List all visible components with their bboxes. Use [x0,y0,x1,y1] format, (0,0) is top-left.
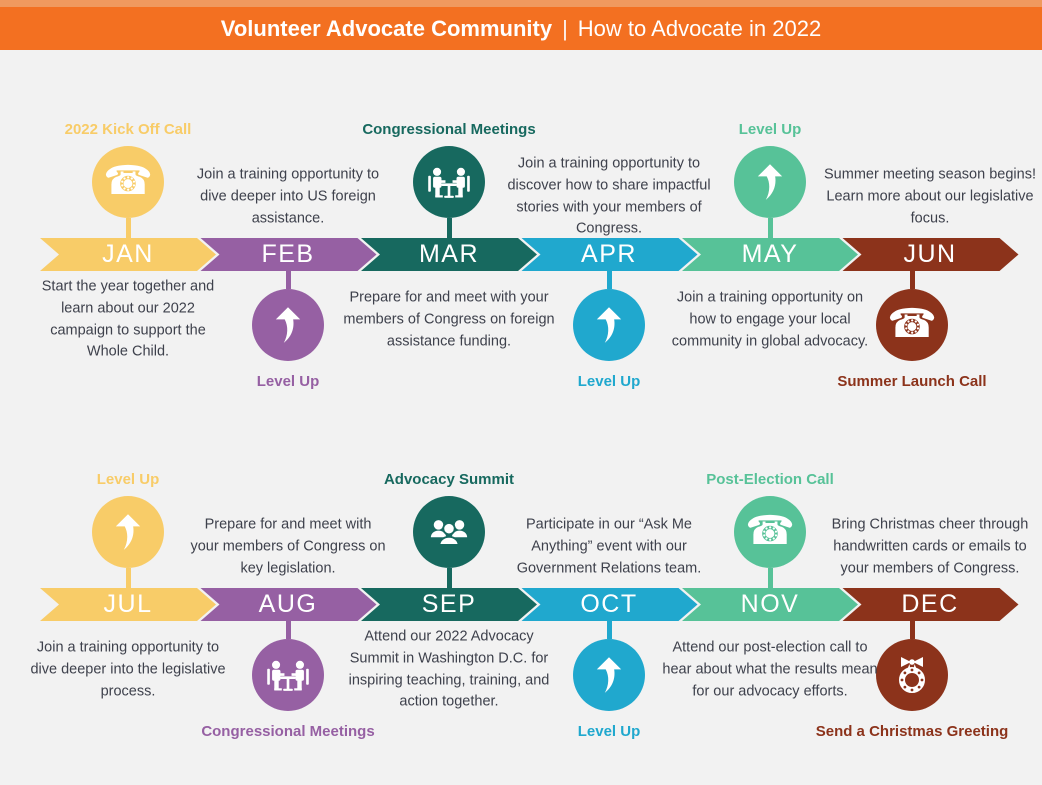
dec-description: Bring Christmas cheer through handwritten cards or emails to your members of Congress. [831,516,1029,576]
may-event-label: Level Up [738,120,802,138]
level-up-icon [573,289,645,361]
connector-line [126,218,131,240]
jun-description: Summer meeting season begins! Learn more about our legislative focus. [824,166,1036,226]
oct-event-label: Level Up [577,723,641,740]
level-up-icon [252,289,324,361]
month-label-dec: DEC [901,590,959,618]
phone-icon: ☎ [92,146,164,218]
may-description: Join a training opportunity on how to engage your local community in global advocacy. [671,289,869,349]
connector-line [607,619,612,639]
level-up-icon [734,146,806,218]
congressional-meeting-icon [413,146,485,218]
page-subtitle: How to Advocate in 2022 [577,15,822,41]
month-label-mar: MAR [418,240,480,268]
connector-line [447,218,452,240]
connector-line [768,218,773,240]
connector-line [447,568,452,590]
connector-line [910,619,915,639]
christmas-wreath-icon [876,639,948,711]
phone-icon: ☎ [734,496,806,568]
nov-event-label: Post-Election Call [706,470,834,488]
jul-description: Join a training opportunity to dive deeper into the legislative process. [30,639,226,699]
month-label-jul: JUL [103,590,153,618]
level-up-icon [92,496,164,568]
aug-description: Prepare for and meet with your members of Congress on key legislation. [190,516,386,576]
header-accent-stripe [0,0,1042,7]
apr-description: Join a training opportunity to discover how to share impactful stories with your members of Congress. [507,155,711,237]
jan-description: Start the year together and learn about our 2022 campaign to support the Whole Child. [41,278,215,360]
month-label-oct: OCT [580,590,638,618]
month-label-apr: APR [581,240,637,268]
jul-event-label: Level Up [96,470,160,488]
month-label-may: MAY [741,240,799,268]
feb-event-label: Level Up [256,373,320,390]
congressional-meeting-icon [252,639,324,711]
month-label-jan: JAN [102,240,154,268]
level-up-icon [573,639,645,711]
apr-event-label: Level Up [577,373,641,390]
feb-description: Join a training opportunity to dive deeper into US foreign assistance. [196,166,380,226]
sep-event-label: Advocacy Summit [383,470,515,488]
title-separator: | [562,15,568,41]
oct-description: Participate in our “Ask Me Anything” event with our Government Relations team. [516,516,702,576]
nov-description: Attend our post-election call to hear about what the results mean for our advocacy efforts. [662,639,878,699]
month-label-feb: FEB [261,240,315,268]
mar-event-label: Congressional Meetings [362,120,536,138]
connector-line [607,269,612,289]
page-title: Volunteer Advocate Community [220,15,553,41]
month-label-nov: NOV [740,590,800,618]
sep-description: Attend our 2022 Advocacy Summit in Washington D.C. for inspiring teaching, training, and action together. [348,628,550,710]
aug-event-label: Congressional Meetings [201,723,375,740]
jan-event-label: 2022 Kick Off Call [64,120,192,138]
connector-line [910,269,915,289]
month-label-sep: SEP [421,590,477,618]
jun-event-label: Summer Launch Call [837,373,987,390]
dec-event-label: Send a Christmas Greeting [815,723,1009,740]
connector-line [126,568,131,590]
month-label-jun: JUN [903,240,957,268]
month-label-aug: AUG [258,590,318,618]
connector-line [768,568,773,590]
header-banner [0,7,1042,50]
phone-icon: ☎ [876,289,948,361]
mar-description: Prepare for and meet with your members of Congress on foreign assistance funding. [343,289,555,349]
connector-line [286,269,291,289]
advocacy-summit-icon [413,496,485,568]
connector-line [286,619,291,639]
